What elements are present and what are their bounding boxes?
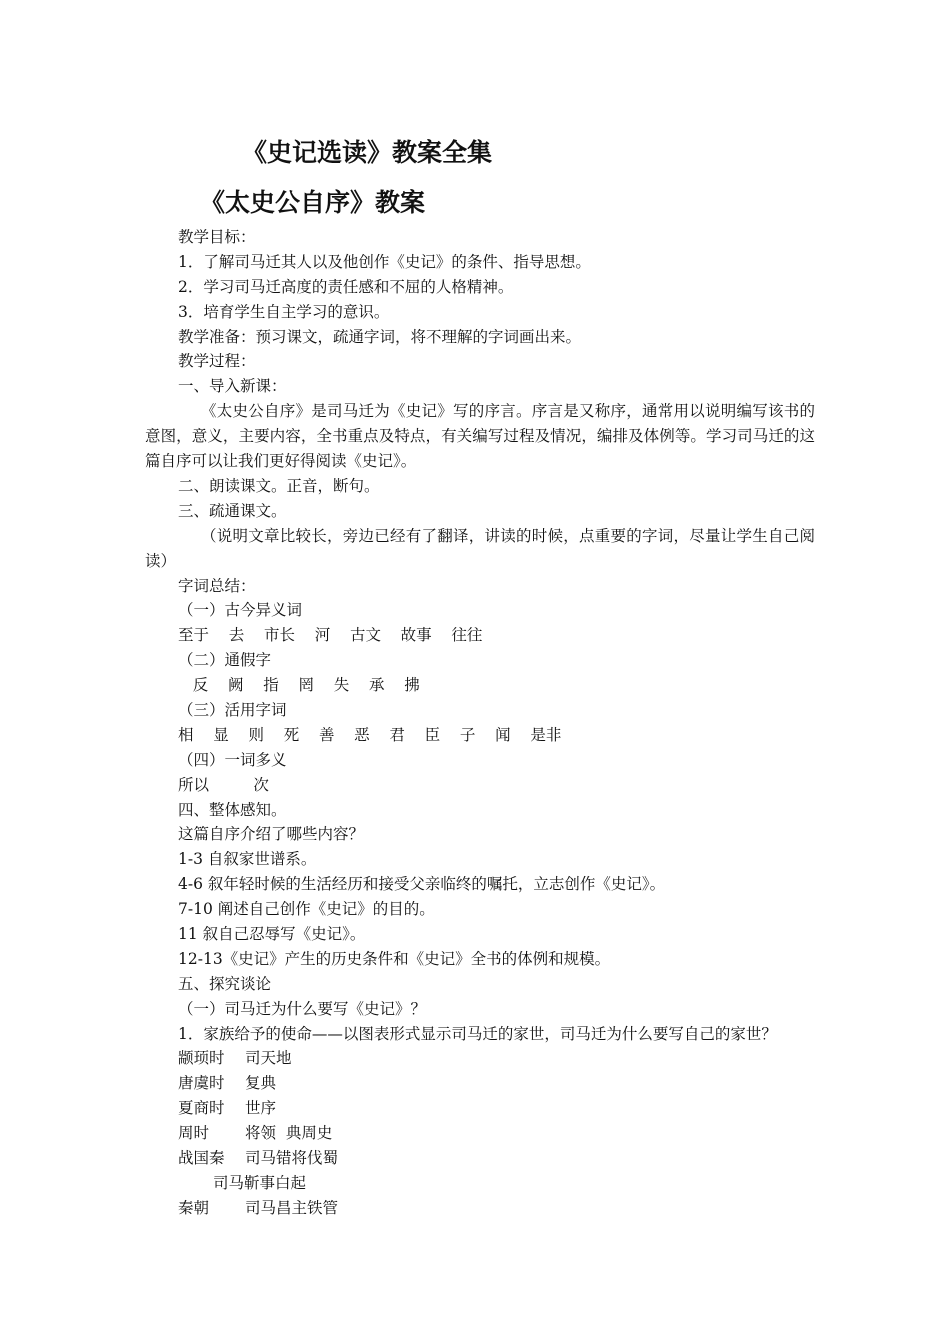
word: 臣 (424, 725, 441, 744)
summary-heading: 字词总结： (178, 576, 256, 595)
goal-item: 3．培育学生自主学习的意识。 (178, 302, 390, 321)
lineage-row (145, 1121, 815, 1146)
word: 往往 (451, 626, 483, 645)
category-heading: （一）古今异义词 (178, 601, 303, 620)
lineage-desc: 司马错将伐蜀 (245, 1149, 339, 1168)
content-point: 7-10 阐述自己创作《史记》的目的。 (178, 900, 435, 919)
word: 君 (389, 725, 405, 744)
word: 是非 (530, 725, 562, 744)
word: 阙 (228, 676, 244, 695)
lineage-desc: 司马靳事白起 (213, 1173, 307, 1192)
section-heading: 教学过程： (178, 352, 256, 371)
document-body (145, 225, 815, 1221)
word: 指 (263, 676, 279, 695)
intro-paragraph: 《太史公自序》是司马迁为《史记》写的序言。序言是又称序，通常用以说明编写该书的意图，意义，主要内容，全书重点及特点，有关编写过程及情况，编排及体例等。学习司马迁的这篇自序可以让我们更好得阅读《史记》。 (145, 402, 815, 471)
lineage-desc: 司马昌主铁管 (245, 1198, 339, 1217)
goal-item: 2．学习司马迁高度的责任感和不屈的人格精神。 (178, 277, 514, 296)
lineage-row (145, 1171, 815, 1196)
word: 恶 (354, 725, 370, 744)
lineage-row (145, 1046, 815, 1071)
content-point: 11 叙自己忍辱写《史记》。 (178, 925, 366, 944)
word: 至于 (178, 626, 210, 645)
lineage-row (145, 1096, 815, 1121)
lineage-desc: 复典 (245, 1074, 277, 1093)
word: 反 (192, 676, 209, 695)
content-point: 12-13《史记》产生的历史条件和《史记》全书的体例和规模。 (178, 949, 611, 968)
lineage-era: 周时 (178, 1124, 210, 1143)
word: 拂 (404, 676, 420, 695)
word-row (145, 623, 815, 648)
lineage-era: 唐虞时 (178, 1074, 225, 1093)
lineage-row (145, 1146, 815, 1171)
word: 故事 (400, 626, 432, 645)
word: 市长 (263, 626, 295, 645)
word: 显 (213, 725, 229, 744)
question-line: 这篇自序介绍了哪些内容？ (178, 825, 365, 844)
word: 相 (178, 725, 194, 744)
discussion-heading: （一）司马迁为什么要写《史记》？ (178, 999, 427, 1018)
lineage-desc: 司天地 (245, 1049, 292, 1068)
word: 次 (253, 775, 269, 794)
lesson-title: 《太史公自序》教案 (200, 188, 426, 217)
step-heading: 五、探究谈论 (178, 974, 272, 993)
step-heading: 三、疏通课文。 (178, 501, 287, 520)
discussion-item: 1．家族给予的使命——以图表形式显示司马迁的家世，司马迁为什么要写自己的家世？ (178, 1024, 777, 1043)
prep-line: 教学准备：预习课文，疏通字词，将不理解的字词画出来。 (178, 327, 582, 346)
content-point: 1-3 自叙家世谱系。 (178, 850, 317, 869)
word: 古文 (349, 626, 381, 645)
lineage-era: 夏商时 (178, 1099, 225, 1118)
category-heading: （三）活用字词 (178, 701, 287, 719)
word: 则 (248, 725, 264, 744)
lineage-era (178, 1171, 213, 1196)
step-heading: 一、导入新课： (178, 377, 287, 396)
document-title: 《史记选读》教案全集 (242, 138, 493, 167)
word: 死 (283, 725, 300, 744)
step-heading: 四、整体感知。 (178, 800, 287, 819)
lineage-row (145, 1071, 815, 1096)
word-row (145, 773, 815, 798)
word: 所以 (178, 775, 210, 794)
lineage-row (145, 1196, 815, 1221)
word-row (145, 673, 815, 698)
lineage-desc: 将领 典周史 (245, 1124, 333, 1143)
goal-item: 1．了解司马迁其人以及他创作《史记》的条件、指导思想。 (178, 252, 591, 271)
category-heading: （四）一词多义 (178, 750, 287, 769)
note-paragraph: （说明文章比较长，旁边已经有了翻译，讲读的时候，点重要的字词，尽量让学生自己阅读） (145, 526, 815, 570)
word: 承 (368, 676, 385, 695)
word: 失 (333, 676, 350, 695)
word: 闻 (495, 725, 511, 744)
lineage-era: 秦朝 (178, 1198, 210, 1217)
step-heading: 二、朗读课文。正音，断句。 (178, 476, 380, 495)
content-point: 4-6 叙年轻时候的生活经历和接受父亲临终的嘱托，立志创作《史记》。 (178, 875, 666, 894)
word: 罔 (298, 676, 314, 695)
lineage-era: 战国秦 (178, 1149, 225, 1168)
word: 子 (459, 725, 476, 744)
section-heading: 教学目标： (178, 228, 256, 246)
category-heading: （二）通假字 (178, 651, 272, 670)
lineage-desc: 世序 (245, 1099, 277, 1118)
lineage-era: 颛顼时 (178, 1049, 225, 1068)
word: 去 (228, 626, 245, 645)
word: 河 (314, 626, 331, 645)
word-row (145, 723, 815, 748)
word: 善 (318, 725, 335, 744)
